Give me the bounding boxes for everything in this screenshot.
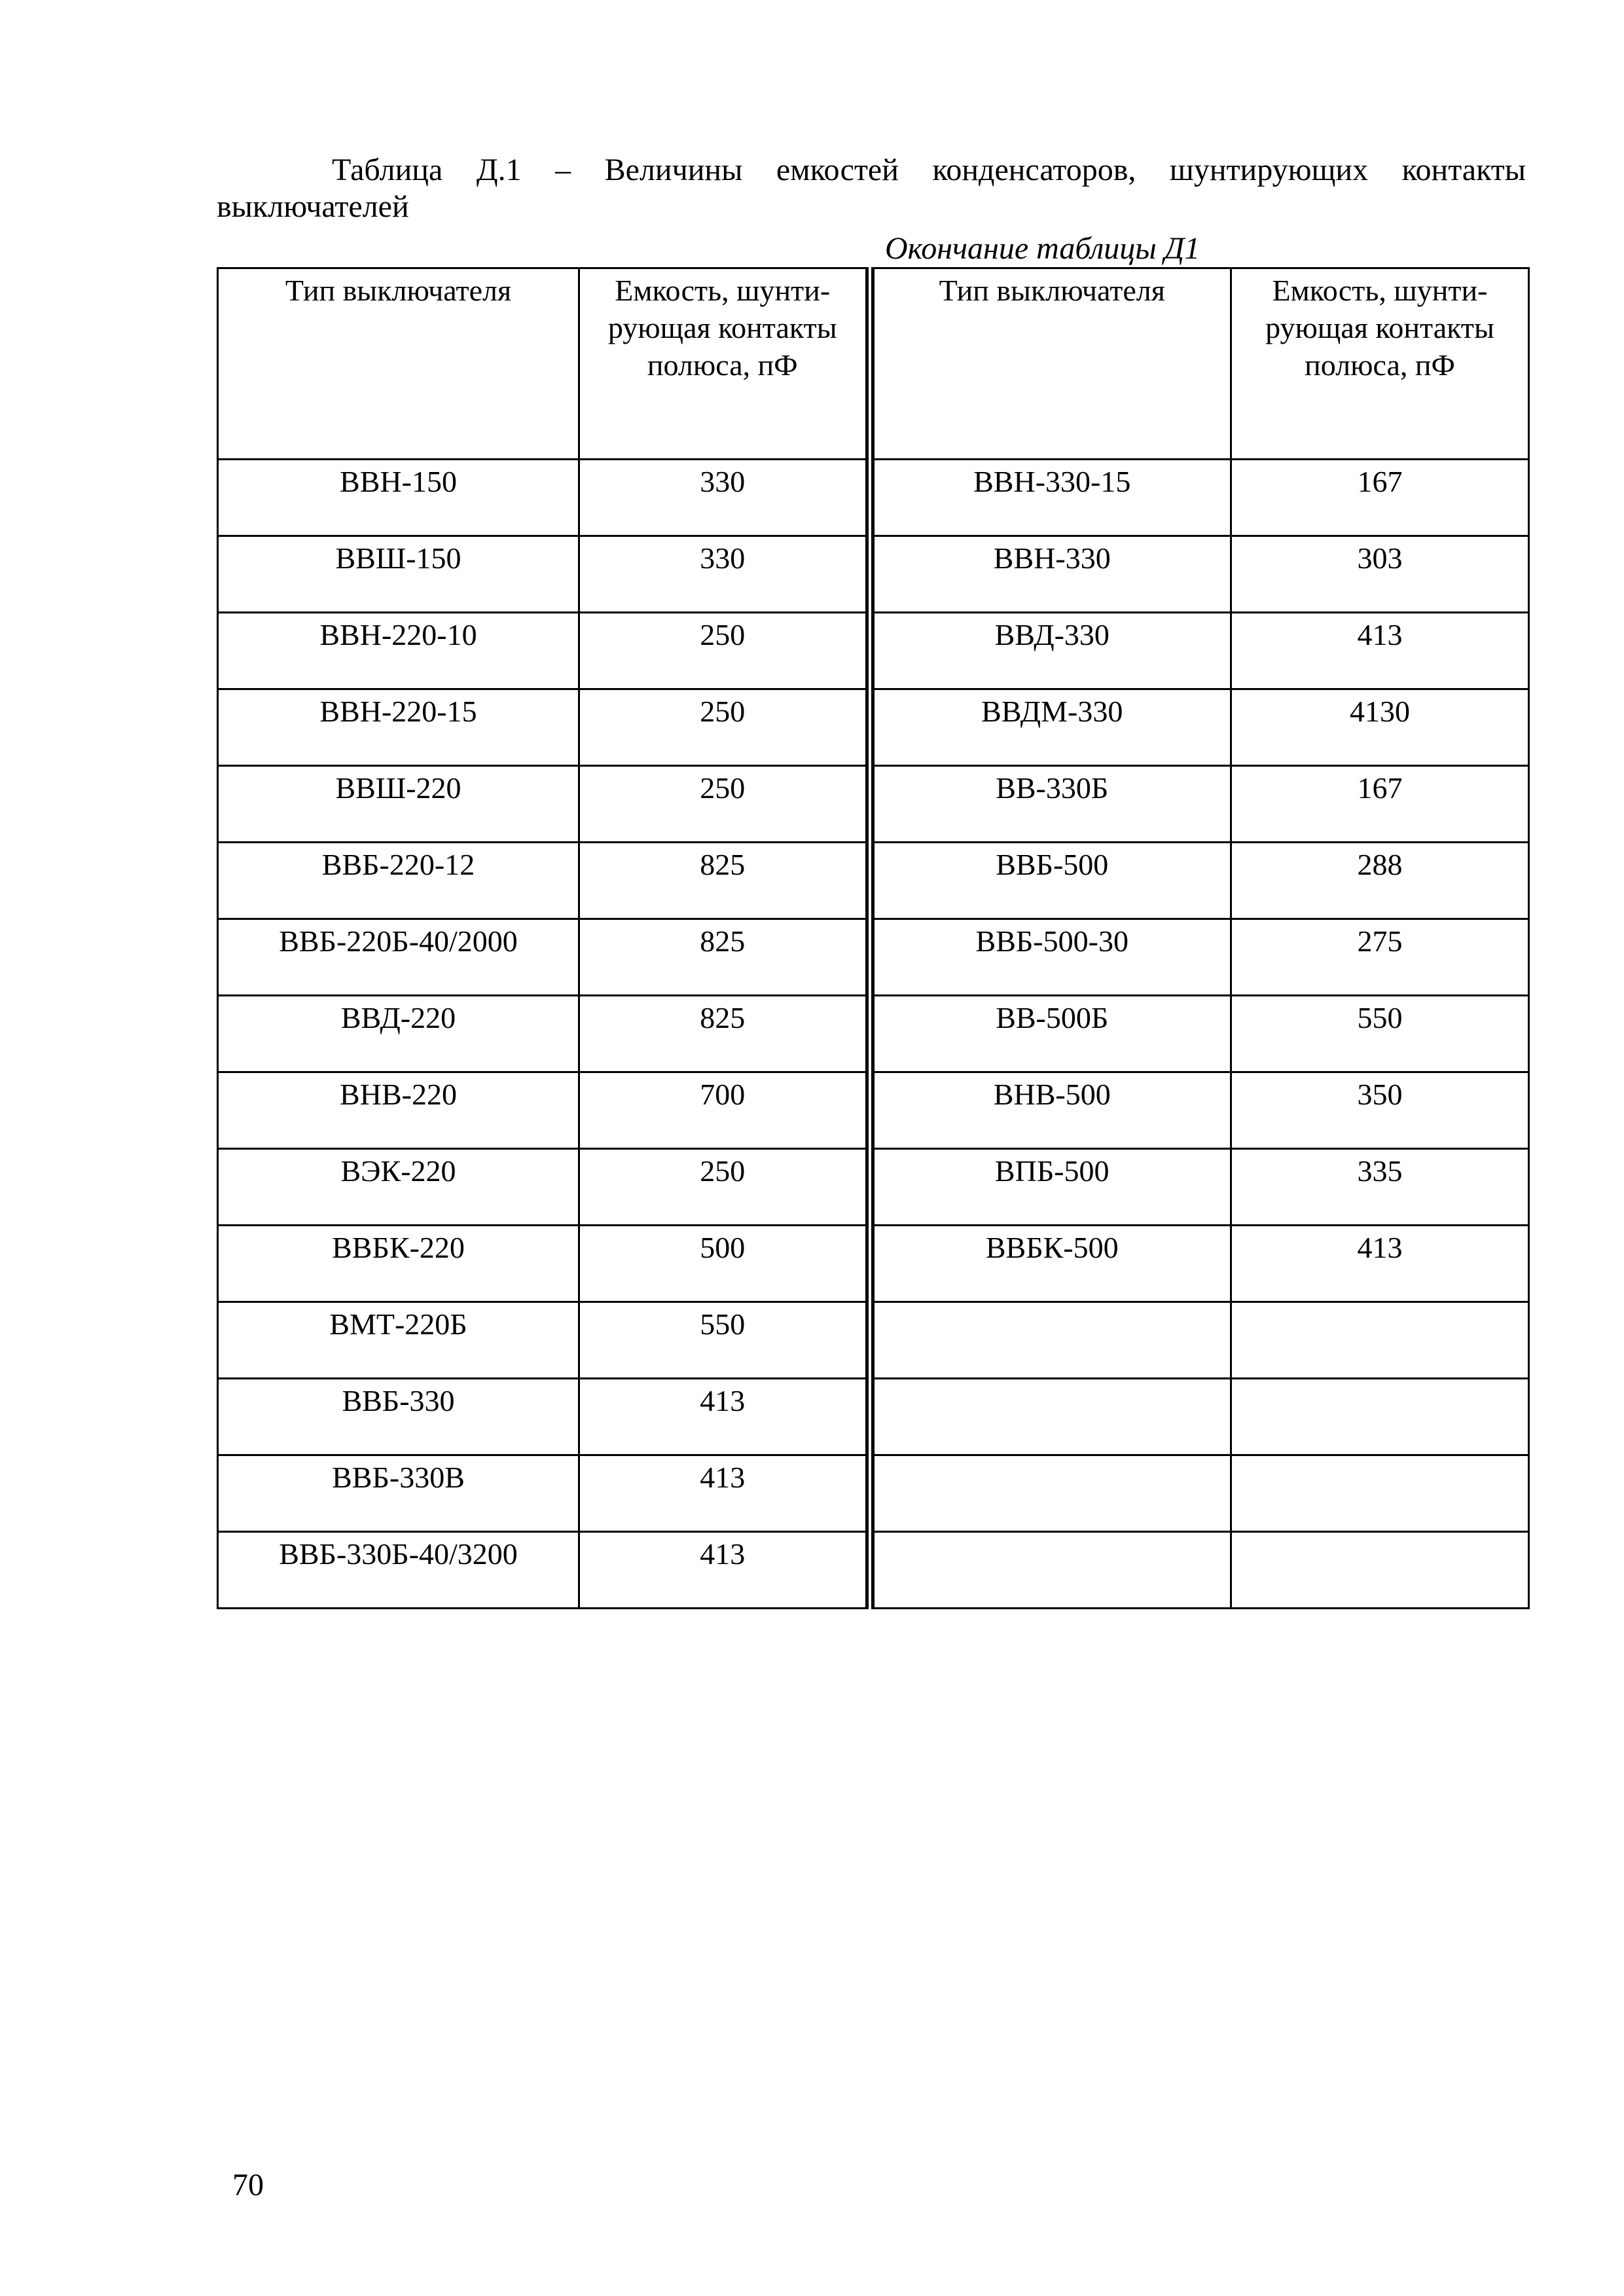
cell-capacitance: 288 [1231,843,1529,919]
cell-capacitance: 250 [579,613,870,689]
cell-breaker-type: ВВБ-220-12 [218,843,579,919]
cell-breaker-type: ВВН-150 [218,460,579,536]
table-row [218,1226,1529,1302]
cell-capacitance: 413 [1231,613,1529,689]
table-row [218,1455,1529,1532]
table-header-row [218,268,1529,460]
table-continuation-label: Окончание таблицы Д1 [885,231,1200,266]
cell-breaker-type: ВВД-330 [870,613,1231,689]
cell-capacitance: 550 [1231,996,1529,1072]
cell-capacitance: 167 [1231,460,1529,536]
table-row [218,1072,1529,1149]
table-row [218,536,1529,613]
table-row [218,919,1529,996]
cell-capacitance: 335 [1231,1149,1529,1226]
cell-breaker-type: ВЭК-220 [218,1149,579,1226]
table-row [218,1532,1529,1609]
table-row [218,996,1529,1072]
cell-breaker-type: ВВШ-220 [218,766,579,843]
table-row [218,460,1529,536]
cell-breaker-type: ВНВ-500 [870,1072,1231,1149]
cell-breaker-type: ВВБ-330В [218,1455,579,1532]
cell-capacitance: 413 [579,1532,870,1609]
page-number: 70 [232,2168,264,2202]
table-row [218,613,1529,689]
table-row [218,689,1529,766]
cell-capacitance: 413 [1231,1226,1529,1302]
capacitance-table [217,267,1530,1609]
cell-breaker-type: ВВН-220-15 [218,689,579,766]
cell-capacitance: 825 [579,843,870,919]
table-body [218,268,1529,1609]
cell-breaker-type: ВВБ-500-30 [870,919,1231,996]
cell-breaker-type: ВВБ-220Б-40/2000 [218,919,579,996]
header-cell-capacitance: Емкость, шунти-рующая контакты полюса, пФ [1231,268,1529,460]
cell-capacitance: 250 [579,766,870,843]
cell-breaker-type: ВВД-220 [218,996,579,1072]
cell-breaker-type: ВВБ-500 [870,843,1231,919]
cell-capacitance: 500 [579,1226,870,1302]
cell-capacitance: 413 [579,1379,870,1455]
cell-capacitance: 303 [1231,536,1529,613]
cell-breaker-type [870,1455,1231,1532]
table-row [218,766,1529,843]
cell-capacitance: 250 [579,689,870,766]
cell-capacitance: 250 [579,1149,870,1226]
cell-capacitance: 825 [579,919,870,996]
cell-capacitance [1231,1379,1529,1455]
cell-breaker-type: ВВН-330 [870,536,1231,613]
cell-capacitance: 550 [579,1302,870,1379]
table-row [218,1379,1529,1455]
cell-breaker-type: ВНВ-220 [218,1072,579,1149]
cell-breaker-type [870,1379,1231,1455]
cell-breaker-type: ВПБ-500 [870,1149,1231,1226]
cell-breaker-type: ВВБК-500 [870,1226,1231,1302]
header-cell-breaker-type: Тип выключателя [870,268,1231,460]
cell-capacitance: 413 [579,1455,870,1532]
cell-capacitance: 330 [579,460,870,536]
header-cell-capacitance: Емкость, шунти-рующая контакты полюса, пФ [579,268,870,460]
cell-breaker-type: ВВДМ-330 [870,689,1231,766]
cell-breaker-type [870,1532,1231,1609]
header-cell-breaker-type: Тип выключателя [218,268,579,460]
table-row [218,1149,1529,1226]
cell-capacitance [1231,1302,1529,1379]
cell-breaker-type: ВВБК-220 [218,1226,579,1302]
cell-breaker-type: ВВ-330Б [870,766,1231,843]
cell-capacitance [1231,1455,1529,1532]
cell-breaker-type: ВВБ-330Б-40/3200 [218,1532,579,1609]
cell-breaker-type: ВВШ-150 [218,536,579,613]
cell-capacitance: 275 [1231,919,1529,996]
table-row [218,1302,1529,1379]
cell-capacitance: 825 [579,996,870,1072]
table-row [218,843,1529,919]
cell-breaker-type: ВВН-220-10 [218,613,579,689]
cell-breaker-type: ВВБ-330 [218,1379,579,1455]
cell-capacitance: 167 [1231,766,1529,843]
cell-capacitance: 700 [579,1072,870,1149]
cell-breaker-type: ВВ-500Б [870,996,1231,1072]
table-caption: Таблица Д.1 – Величины емкостей конденсаторов, шунтирующих контакты выключателей [217,153,1526,224]
cell-capacitance: 330 [579,536,870,613]
cell-breaker-type: ВВН-330-15 [870,460,1231,536]
cell-capacitance: 4130 [1231,689,1529,766]
cell-breaker-type: ВМТ-220Б [218,1302,579,1379]
cell-capacitance [1231,1532,1529,1609]
cell-capacitance: 350 [1231,1072,1529,1149]
cell-breaker-type [870,1302,1231,1379]
